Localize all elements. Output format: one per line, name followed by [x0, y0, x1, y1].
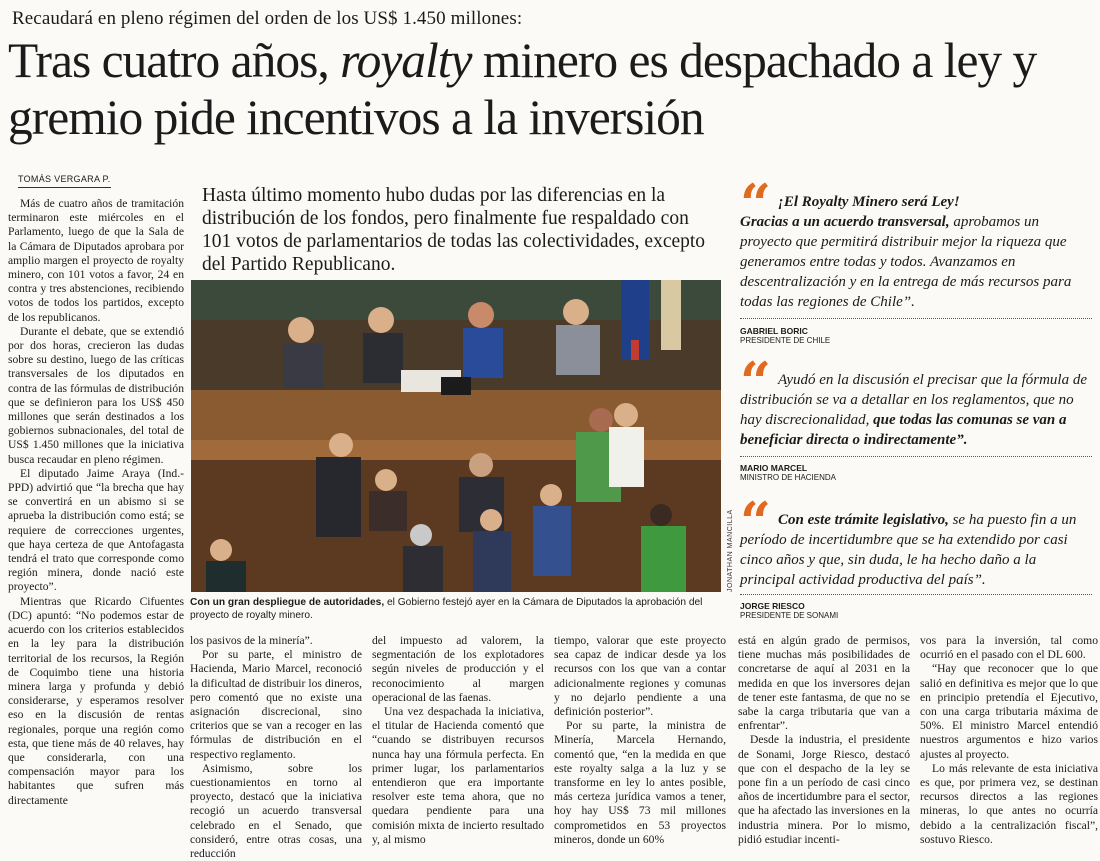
body-column-4 [554, 634, 726, 846]
paragraph: Una vez despachada la iniciativa, el titular de Hacienda comentó que “cuando se distribuyen recursos nunca hay una fórmula perfecta. En primer lugar, los parlamentarios entendieron que era importante resolver este tema ahora, que no quedara pendiente para una comisión mixta de incierto resultado y, al mismo [372, 705, 544, 846]
paragraph: del impuesto ad valorem, la segmentación de los explotadores según niveles de producción y el reconocimiento al margen operacional de las faenas. [372, 634, 544, 704]
paragraph: está en algún grado de permisos, tiene muchas más posibilidades de concretarse de aquí al 2031 en la medida en que los inversores dejan de tener este fantasma, de que no se sabe la carga tributaria que van a enfrentar”. [738, 634, 910, 733]
quote-mark-icon: “ [740, 350, 772, 414]
quote-name: MARIO MARCEL [740, 463, 808, 473]
body-column-3 [372, 634, 544, 846]
photo-credit: JONATHAN MANCILLA [727, 509, 734, 592]
paragraph: Desde la industria, el presidente de Sonami, Jorge Riesco, destacó que con el despacho de la ley se pone fin a un período de casi cinco años de incertidumbre para el sector, que ha afectado las inversiones en la industria minera. Por lo mismo, pidió estudiar incenti- [738, 733, 910, 846]
photo-caption: Con un gran despliegue de autoridades, el Gobierno festejó ayer en la Cámara de Diputados la aprobación del proyecto de royalty minero. [190, 597, 703, 621]
divider [740, 456, 1092, 457]
quote-role: PRESIDENTE DE CHILE [740, 336, 831, 345]
body-column-1 [8, 197, 184, 837]
body-column-5 [738, 634, 910, 846]
headline: Tras cuatro años, royalty minero es despachado a ley y gremio pide incentivos a la inversión [8, 33, 1037, 145]
paragraph: Asimismo, sobre los cuestionamientos en torno al proyecto, destacó que la iniciativa recogió un acuerdo transversal celebrado en el Senado, que consideró, entre otras cosas, una reducción [190, 761, 362, 861]
divider [740, 318, 1092, 319]
paragraph: los pasivos de la minería”. [190, 634, 313, 647]
quote-marcel: Ayudó en la discusión el precisar que la fórmula de distribución se va a detallar en los reglamentos, que no hay discrecionalidad, que todas las comunas se van a beneficiar directa o indirectamente”. [740, 372, 1087, 448]
body-column-6 [920, 634, 1098, 846]
paragraph: “Hay que reconocer que lo que salió en definitiva es mejor que lo que en principio pretendía el Ejecutivo, con una carga tributaria máxima de 50%. El ministro Marcel entendió nuestros argumentos e hizo varios ajustes al proyecto. [920, 662, 1098, 761]
quote-riesco: Con este trámite legislativo, se ha puesto fin a un período de incertidumbre que se ha extendido por casi cinco años y que, sin duda, le ha hecho daño a la principal actividad productiva del país”. [740, 512, 1077, 588]
quote-mark-icon: “ [740, 172, 772, 236]
paragraph: Mientras que Ricardo Cifuentes (DC) apuntó: “No podemos estar de acuerdo con los criterios establecidos en la ley para la distribución territorial de los recursos, la Región de Coquimbo tiene una historia minera larga y profunda y debió considerarse, y esperamos resolver eso en la discusión de rentas regionales, porque una región como esta, que tiene más de 40 relaves, hay que considerarla, con una compensación mayor para los habitantes que sufren más directamente [8, 594, 184, 807]
paragraph: tiempo, valorar que este proyecto sea capaz de indicar desde ya los recursos con los que van a contar adicionalmente regiones y comunas y no dejarlo pendiente a una definición posterior”. [554, 634, 726, 719]
byline: TOMÁS VERGARA P. [18, 174, 111, 188]
quote-mark-icon: “ [740, 490, 772, 554]
paragraph: Durante el debate, que se extendió por dos horas, crecieron las dudas sobre su destino, luego de las críticas transversales de los diputados en contra de las fórmulas de distribución que se definieron para los US$ 450 millones que serán destinados a los gobiernos subnacionales, del total de US$ 1.450 millones que la iniciativa busca recaudar en pleno régimen. [8, 324, 184, 466]
paragraph: Lo más relevante de esta iniciativa es que, por primera vez, se destinan recursos directos a las regiones mineras, lo que antes no ocurría debido a la centralización fiscal”, sostuvo Riesco. [920, 761, 1098, 846]
body-column-2 [190, 634, 362, 861]
standfirst: Hasta último momento hubo dudas por las diferencias en la distribución de los fondos, pero finalmente fue respaldado con 101 votos de parlamentarios de todas las colectividades, excepto del Partido Republicano. [202, 185, 706, 275]
paragraph: vos para la inversión, tal como ocurrió en el pasado con el DL 600. [920, 634, 1098, 662]
quote-boric: ¡El Royalty Minero será Ley! Gracias a un acuerdo transversal, aprobamos un proyecto que permitirá distribuir mejor la riqueza que generamos entre todas y todos. Avanzamos en descentralización y en la entrega de más recursos para todas las regiones de Chile”. [740, 194, 1072, 310]
kicker: Recaudará en pleno régimen del orden de los US$ 1.450 millones: [12, 8, 523, 29]
paragraph: Por su parte, el ministro de Hacienda, Mario Marcel, reconoció la dificultad de distribuir los dineros, pero comentó que no existe una asignación discrecional, sino criterios que se van a recoger en las fórmulas de distribución en el respectivo reglamento. [190, 648, 362, 761]
paragraph: El diputado Jaime Araya (Ind.-PPD) advirtió que “la brecha que hay se convertirá en un abismo si se aprueba la distribución como está; se requiere de correcciones urgentes, que haya certeza de que Antofagasta tendrá el trato que corresponde como región minera, donde nació este proyecto”. [8, 466, 184, 594]
divider [740, 594, 1092, 595]
paragraph: Por su parte, la ministra de Minería, Marcela Hernando, comentó que, “en la medida en que este royalty salga a la luz y se transforme en ley lo antes posible, más certeza jurídica vamos a tener, hoy hay US$ 73 mil millones comprometidos en 53 proyectos mineros, donde un 60% [554, 719, 726, 846]
quote-role: MINISTRO DE HACIENDA [740, 473, 837, 482]
paragraph: Más de cuatro años de tramitación terminaron este miércoles en el Parlamento, luego de que la Sala de la Cámara de Diputados aprobara por amplio margen el proyecto de royalty minero, con 101 votos a favor, 24 en contra y tres abstenciones, recibiendo votos de todos los partidos, excepto de los republicanos. [8, 197, 184, 324]
quote-role: PRESIDENTE DE SONAMI [740, 611, 839, 620]
quote-name: GABRIEL BORIC [740, 326, 808, 336]
news-photo [191, 280, 721, 592]
quote-name: JORGE RIESCO [740, 601, 805, 611]
